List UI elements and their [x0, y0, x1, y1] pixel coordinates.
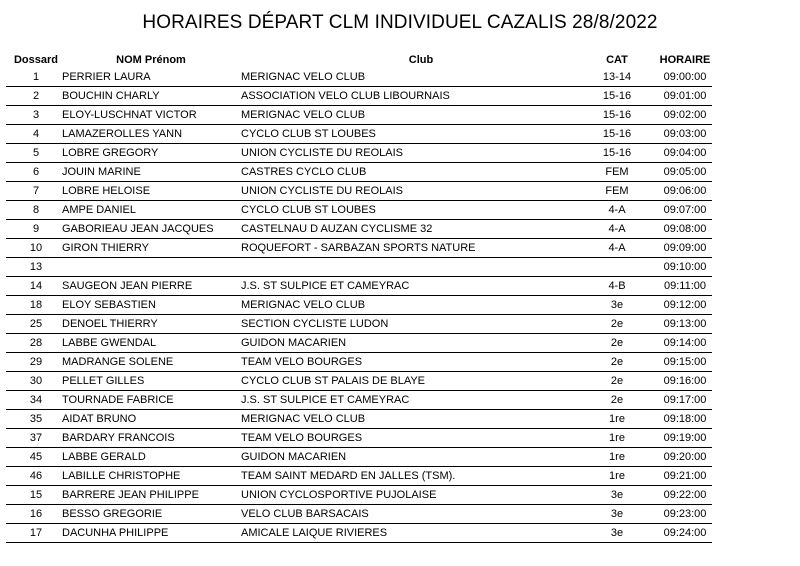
- cell-name: LABBE GERALD: [62, 451, 146, 463]
- cell-dossard: 34: [29, 394, 43, 406]
- cell-dossard: 8: [32, 204, 40, 216]
- cell-dossard: 45: [29, 451, 43, 463]
- cell-cat: 1re: [609, 470, 625, 482]
- table-row: [6, 125, 712, 144]
- cell-club: ROQUEFORT - SARBAZAN SPORTS NATURE: [241, 242, 476, 254]
- cell-club: UNION CYCLOSPORTIVE PUJOLAISE: [241, 489, 437, 501]
- cell-cat: 2e: [610, 375, 624, 387]
- table-row: [6, 448, 712, 467]
- cell-cat: 2e: [610, 356, 624, 368]
- cell-club: J.S. ST SULPICE ET CAMEYRAC: [241, 280, 410, 292]
- cell-club: SECTION CYCLISTE LUDON: [241, 318, 389, 330]
- cell-time: 09:20:00: [663, 451, 707, 463]
- cell-cat: FEM: [605, 166, 629, 178]
- table-row: [6, 334, 712, 353]
- cell-cat: 2e: [610, 337, 624, 349]
- cell-cat: 4-B: [608, 280, 626, 292]
- cell-cat: 15-16: [602, 128, 632, 140]
- table-body: [6, 68, 712, 543]
- cell-cat: 15-16: [602, 109, 632, 121]
- table-row: [6, 296, 712, 315]
- cell-club: GUIDON MACARIEN: [241, 337, 347, 349]
- cell-cat: 1re: [609, 451, 625, 463]
- cell-dossard: 6: [32, 166, 40, 178]
- cell-club: TEAM VELO BOURGES: [241, 356, 363, 368]
- cell-dossard: 2: [32, 90, 40, 102]
- table-row: [6, 315, 712, 334]
- column-header-time: HORAIRE: [659, 54, 711, 66]
- cell-club: GUIDON MACARIEN: [241, 451, 347, 463]
- cell-time: 09:17:00: [663, 394, 707, 406]
- cell-time: 09:04:00: [663, 147, 707, 159]
- cell-name: BESSO GREGORIE: [62, 508, 163, 520]
- cell-club: CASTELNAU D AUZAN CYCLISME 32: [241, 223, 433, 235]
- table-row: [6, 429, 712, 448]
- cell-name: BARDARY FRANCOIS: [62, 432, 175, 444]
- cell-dossard: 29: [29, 356, 43, 368]
- cell-club: CYCLO CLUB ST PALAIS DE BLAYE: [241, 375, 426, 387]
- cell-name: GABORIEAU JEAN JACQUES: [62, 223, 214, 235]
- cell-cat: 2e: [610, 394, 624, 406]
- cell-cat: 3e: [610, 299, 624, 311]
- cell-name: MADRANGE SOLENE: [62, 356, 174, 368]
- table-row: [6, 486, 712, 505]
- cell-club: ASSOCIATION VELO CLUB LIBOURNAIS: [241, 90, 450, 102]
- cell-cat: 1re: [609, 413, 625, 425]
- table-row: [6, 505, 712, 524]
- cell-dossard: 28: [29, 337, 43, 349]
- table-row: [6, 220, 712, 239]
- cell-name: PELLET GILLES: [62, 375, 145, 387]
- table-row: [6, 182, 712, 201]
- cell-club: CASTRES CYCLO CLUB: [241, 166, 367, 178]
- cell-name: DENOEL THIERRY: [62, 318, 158, 330]
- cell-cat: 4-A: [608, 204, 626, 216]
- start-times-table: [6, 52, 712, 543]
- cell-dossard: 5: [32, 147, 40, 159]
- column-header-dossard: Dossard: [13, 54, 59, 66]
- cell-name: LABBE GWENDAL: [62, 337, 157, 349]
- cell-dossard: 16: [29, 508, 43, 520]
- cell-dossard: 4: [32, 128, 40, 140]
- cell-time: 09:12:00: [663, 299, 707, 311]
- cell-cat: 4-A: [608, 242, 626, 254]
- cell-dossard: 30: [29, 375, 43, 387]
- cell-cat: 4-A: [608, 223, 626, 235]
- cell-time: 09:14:00: [663, 337, 707, 349]
- cell-dossard: 7: [32, 185, 40, 197]
- table-row: [6, 391, 712, 410]
- cell-club: TEAM VELO BOURGES: [241, 432, 363, 444]
- cell-cat: 2e: [610, 318, 624, 330]
- cell-name: GIRON THIERRY: [62, 242, 149, 254]
- cell-cat: 13-14: [602, 71, 632, 83]
- cell-cat: 3e: [610, 527, 624, 539]
- cell-club: AMICALE LAIQUE RIVIERES: [241, 527, 388, 539]
- cell-name: ELOY-LUSCHNAT VICTOR: [62, 109, 197, 121]
- page-title: HORAIRES DÉPART CLM INDIVIDUEL CAZALIS 28/8/2022: [142, 12, 658, 33]
- cell-cat: 15-16: [602, 147, 632, 159]
- column-header-cat: CAT: [606, 54, 628, 66]
- cell-name: LOBRE HELOISE: [62, 185, 151, 197]
- cell-club: MERIGNAC VELO CLUB: [241, 109, 366, 121]
- cell-cat: 1re: [609, 432, 625, 444]
- cell-time: 09:13:00: [663, 318, 707, 330]
- cell-time: 09:09:00: [663, 242, 707, 254]
- table-row: [6, 258, 712, 277]
- cell-name: PERRIER LAURA: [62, 71, 151, 83]
- cell-name: JOUIN MARINE: [62, 166, 141, 178]
- table-row: [6, 87, 712, 106]
- cell-cat: FEM: [605, 185, 629, 197]
- table-row: [6, 277, 712, 296]
- cell-dossard: 15: [29, 489, 43, 501]
- table-row: [6, 353, 712, 372]
- cell-time: 09:07:00: [663, 204, 707, 216]
- cell-time: 09:16:00: [663, 375, 707, 387]
- cell-time: 09:03:00: [663, 128, 707, 140]
- table-row: [6, 372, 712, 391]
- cell-dossard: 46: [29, 470, 43, 482]
- cell-dossard: 3: [32, 109, 40, 121]
- cell-dossard: 37: [29, 432, 43, 444]
- table-row: [6, 467, 712, 486]
- cell-club: MERIGNAC VELO CLUB: [241, 299, 366, 311]
- cell-cat: 3e: [610, 489, 624, 501]
- cell-name: AIDAT BRUNO: [62, 413, 137, 425]
- cell-name: TOURNADE FABRICE: [62, 394, 174, 406]
- cell-name: SAUGEON JEAN PIERRE: [62, 280, 193, 292]
- cell-time: 09:08:00: [663, 223, 707, 235]
- table-row: [6, 410, 712, 429]
- cell-time: 09:18:00: [663, 413, 707, 425]
- cell-time: 09:11:00: [663, 280, 706, 292]
- cell-name: AMPE DANIEL: [62, 204, 136, 216]
- cell-club: J.S. ST SULPICE ET CAMEYRAC: [241, 394, 410, 406]
- cell-name: ELOY SEBASTIEN: [62, 299, 156, 311]
- cell-club: UNION CYCLISTE DU REOLAIS: [241, 147, 403, 159]
- cell-dossard: 14: [29, 280, 43, 292]
- table-row: [6, 201, 712, 220]
- cell-time: 09:22:00: [663, 489, 707, 501]
- cell-dossard: 1: [32, 71, 40, 83]
- cell-dossard: 17: [29, 527, 43, 539]
- cell-dossard: 25: [29, 318, 43, 330]
- cell-dossard: 13: [29, 261, 43, 273]
- cell-club: VELO CLUB BARSACAIS: [241, 508, 369, 520]
- cell-time: 09:23:00: [663, 508, 707, 520]
- cell-time: 09:10:00: [663, 261, 707, 273]
- cell-time: 09:19:00: [663, 432, 707, 444]
- table-row: [6, 524, 712, 543]
- table-row: [6, 144, 712, 163]
- table-header: [6, 52, 712, 68]
- cell-time: 09:21:00: [663, 470, 707, 482]
- table-row: [6, 239, 712, 258]
- cell-time: 09:01:00: [663, 90, 707, 102]
- cell-name: DACUNHA PHILIPPE: [62, 527, 169, 539]
- cell-time: 09:00:00: [663, 71, 707, 83]
- cell-time: 09:02:00: [663, 109, 707, 121]
- cell-club: UNION CYCLISTE DU REOLAIS: [241, 185, 403, 197]
- cell-time: 09:15:00: [663, 356, 707, 368]
- cell-club: MERIGNAC VELO CLUB: [241, 71, 366, 83]
- cell-dossard: 10: [29, 242, 43, 254]
- cell-dossard: 18: [29, 299, 43, 311]
- cell-cat: 3e: [610, 508, 624, 520]
- table-row: [6, 106, 712, 125]
- table-row: [6, 68, 712, 87]
- column-header-name: NOM Prénom: [116, 54, 186, 66]
- cell-cat: 15-16: [602, 90, 632, 102]
- cell-time: 09:24:00: [663, 527, 707, 539]
- cell-club: CYCLO CLUB ST LOUBES: [241, 204, 376, 216]
- cell-name: LAMAZEROLLES YANN: [62, 128, 183, 140]
- table-row: [6, 163, 712, 182]
- cell-club: MERIGNAC VELO CLUB: [241, 413, 366, 425]
- cell-dossard: 9: [32, 223, 40, 235]
- cell-time: 09:06:00: [663, 185, 707, 197]
- cell-dossard: 35: [29, 413, 43, 425]
- cell-time: 09:05:00: [663, 166, 707, 178]
- column-header-club: Club: [408, 54, 434, 66]
- cell-name: LABILLE CHRISTOPHE: [62, 470, 181, 482]
- cell-club: TEAM SAINT MEDARD EN JALLES (TSM).: [241, 470, 456, 482]
- cell-name: LOBRE GREGORY: [62, 147, 159, 159]
- cell-name: BOUCHIN CHARLY: [62, 90, 160, 102]
- cell-club: CYCLO CLUB ST LOUBES: [241, 128, 376, 140]
- cell-name: BARRERE JEAN PHILIPPE: [62, 489, 199, 501]
